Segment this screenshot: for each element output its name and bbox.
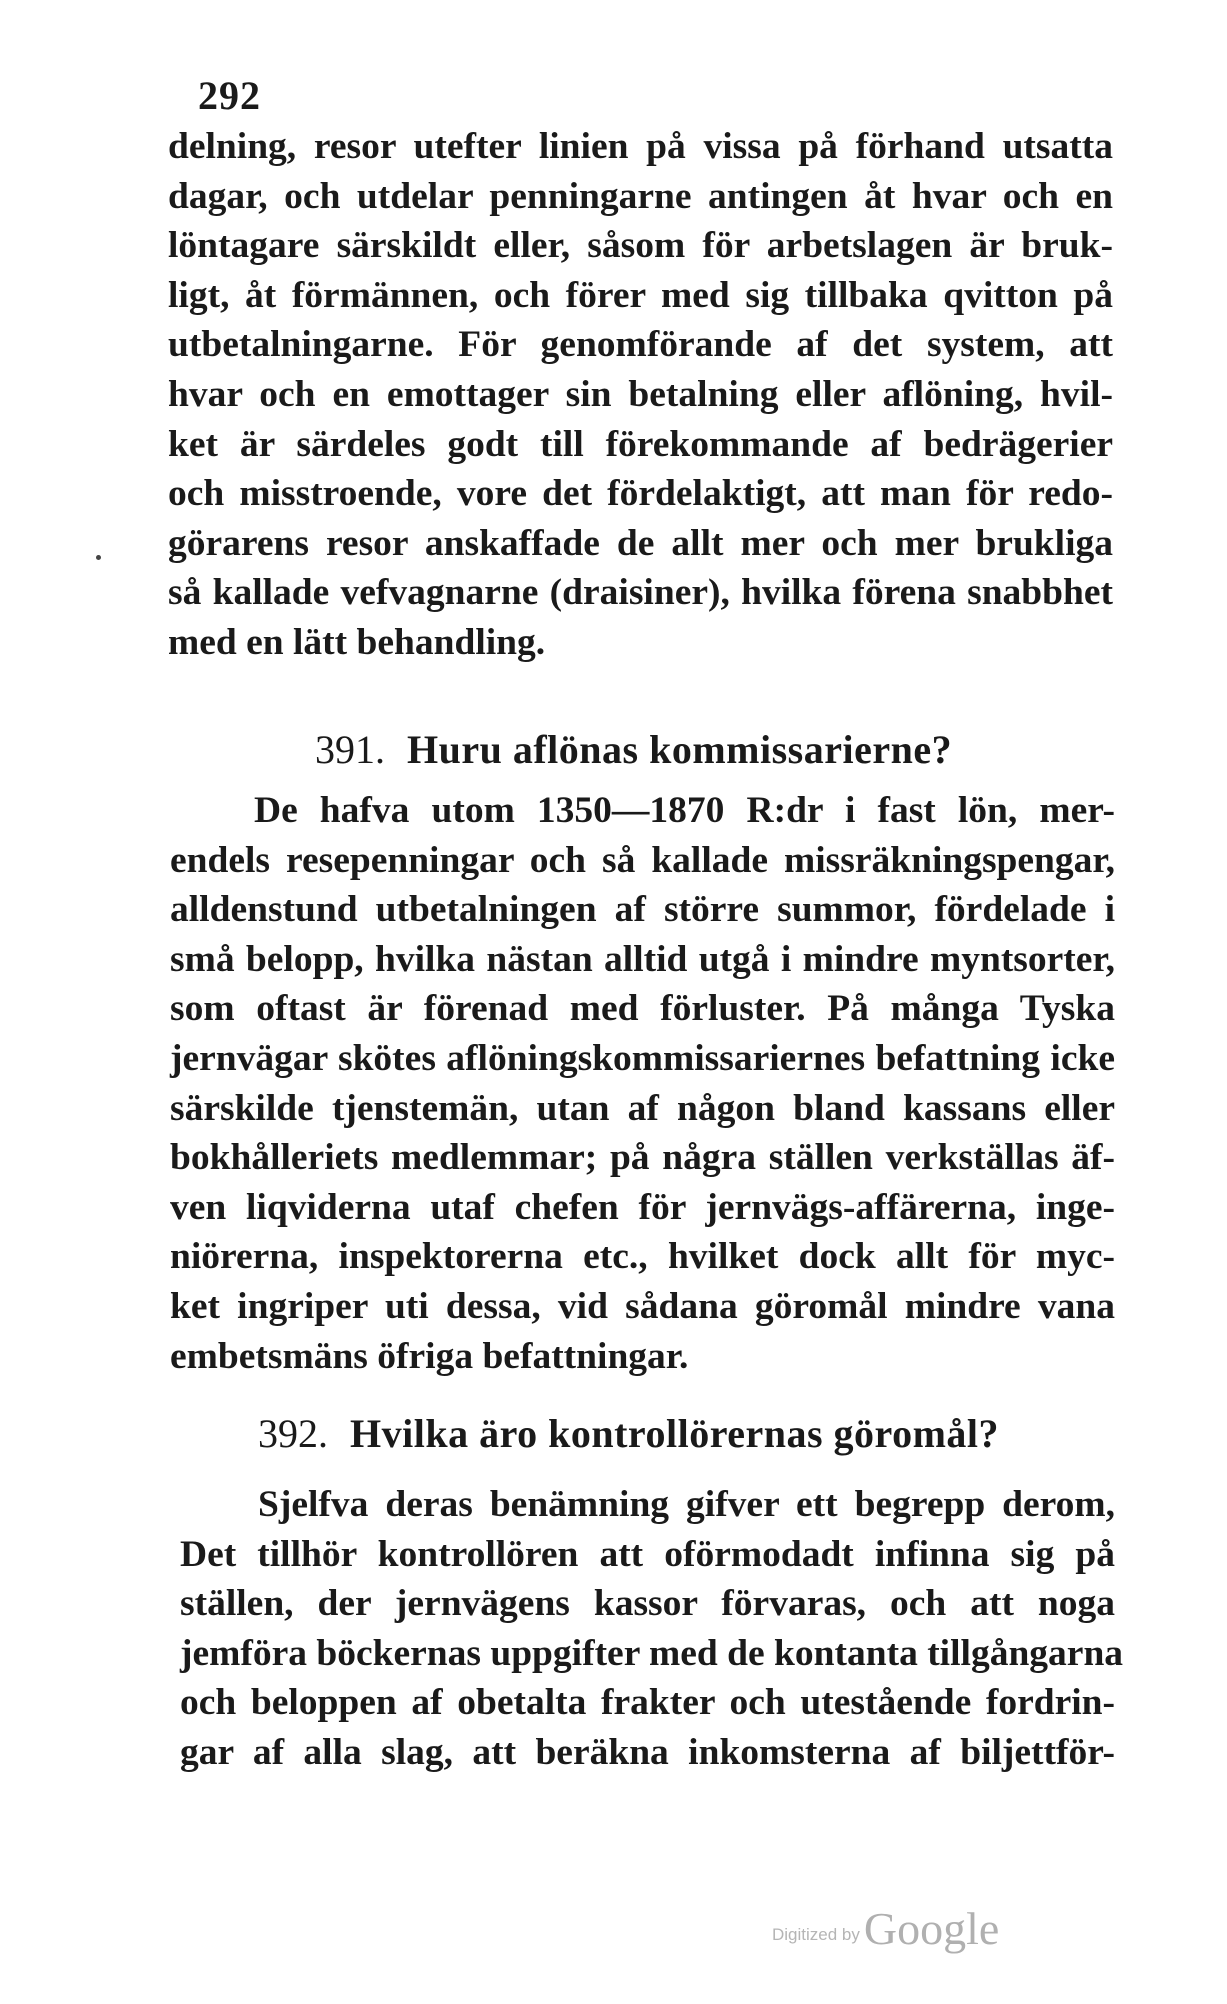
text-line: som oftast är förenad med förluster. På många Tyska <box>170 988 1115 1030</box>
text-line: löntagare särskildt eller, såsom för arbetslagen är bruk- <box>168 225 1113 267</box>
page-number: 292 <box>198 73 261 118</box>
text-line: ven liqviderna utaf chefen för jernvägs-affärerna, inge- <box>170 1186 1115 1228</box>
section-392-body <box>180 1480 1124 1778</box>
section-title: Hvilka äro kontrollörernas göromål? <box>350 1411 1000 1456</box>
digitized-watermark <box>772 1902 999 1955</box>
text-line: jemföra böckernas uppgifter med de kontanta tillgångarna <box>180 1632 1124 1674</box>
text-line: bokhålleriets medlemmar; på några ställen verkställas äf- <box>170 1137 1115 1179</box>
text-line: ket ingriper uti dessa, vid sådana göromål mindre vana <box>170 1285 1115 1327</box>
paragraph-continuation <box>168 122 1113 668</box>
section-title: Huru aflönas kommissarierne? <box>407 727 953 772</box>
section-number: 391. <box>315 727 385 772</box>
text-line: embetsmäns öfriga befattningar. <box>170 1335 689 1377</box>
text-line: De hafva utom 1350—1870 R:dr i fast lön, mer- <box>254 790 1115 831</box>
text-line: Sjelfva deras benämning gifver ett begrepp derom, <box>258 1484 1115 1525</box>
text-line: alldenstund utbetalningen af större summor, fördelade i <box>170 889 1115 931</box>
text-line: endels resepenningar och så kallade missräkningspengar, <box>170 839 1115 881</box>
section-391-body <box>170 786 1115 1381</box>
section-heading-391 <box>315 726 952 773</box>
text-line: små belopp, hvilka nästan alltid utgå i mindre myntsorter, <box>170 938 1115 980</box>
text-line: utbetalningarne. För genomförande af det system, att <box>168 324 1113 366</box>
text-line: ställen, der jernvägens kassor förvaras, och att noga <box>180 1583 1115 1625</box>
text-line: med en lätt behandling. <box>168 621 546 663</box>
text-line: särskilde tjenstemän, utan af någon bland kassans eller <box>170 1087 1115 1129</box>
section-heading-392 <box>258 1410 999 1457</box>
text-line: görarens resor anskaffade de allt mer och mer brukliga <box>168 522 1113 564</box>
text-line: ligt, åt förmännen, och förer med sig tillbaka qvitton på <box>168 274 1113 316</box>
text-line: ket är särdeles godt till förekommande af bedrägerier <box>168 423 1113 465</box>
text-line: hvar och en emottager sin betalning eller aflöning, hvil- <box>168 373 1113 415</box>
margin-mark <box>96 555 101 560</box>
text-line: gar af alla slag, att beräkna inkomsterna af biljettför- <box>180 1731 1115 1773</box>
text-line: niörerna, inspektorerna etc., hvilket dock allt för myc- <box>170 1236 1115 1278</box>
text-line: dagar, och utdelar penningarne antingen åt hvar och en <box>168 175 1113 217</box>
text-line: jernvägar skötes aflöningskommissariernes befattning icke <box>170 1037 1115 1079</box>
text-line: och beloppen af obetalta frakter och utestående fordrin- <box>180 1682 1115 1724</box>
section-number: 392. <box>258 1411 328 1456</box>
google-logo: Google <box>863 1903 1000 1954</box>
text-line: delning, resor utefter linien på vissa på förhand utsatta <box>168 126 1113 167</box>
watermark-prefix: Digitized by <box>772 1925 860 1944</box>
text-line: Det tillhör kontrollören att oförmodadt infinna sig på <box>180 1533 1115 1575</box>
text-line: och misstroende, vore det fördelaktigt, att man för redo- <box>168 473 1113 515</box>
text-line: så kallade vefvagnarne (draisiner), hvilka förena snabbhet <box>168 572 1113 614</box>
